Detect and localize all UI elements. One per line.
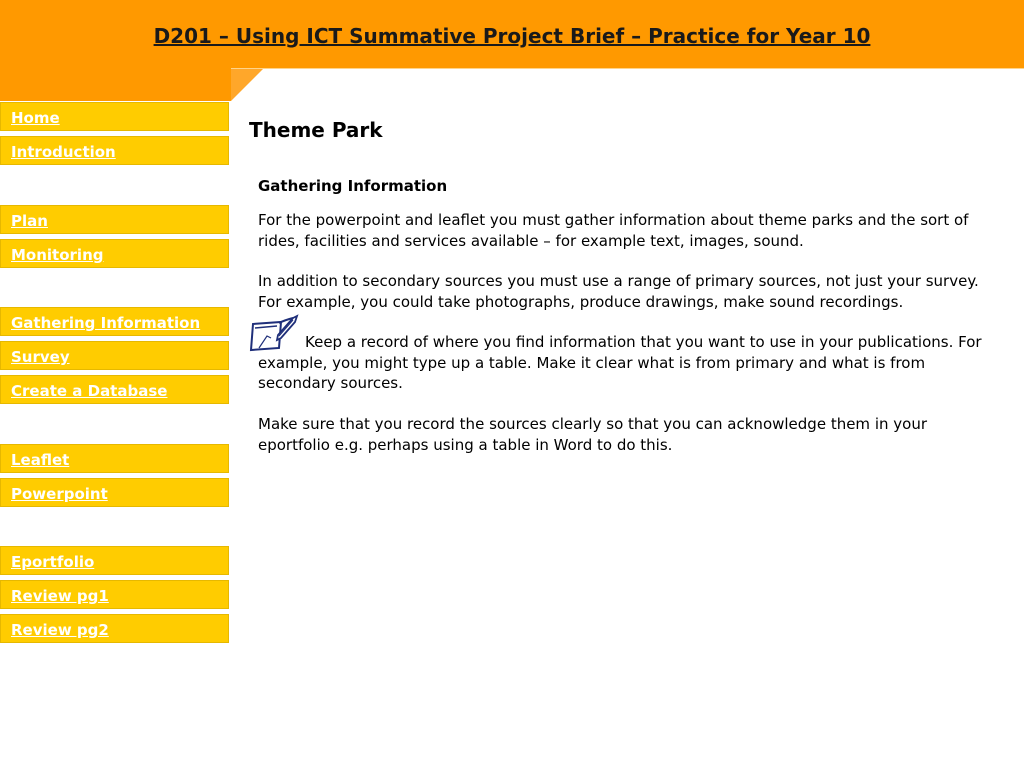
nav-item-introduction[interactable] [0,136,229,165]
tab-strip [0,68,1024,101]
nav-link-home[interactable]: Home [11,109,60,127]
nav-link-survey[interactable]: Survey [11,348,70,366]
tab-divider [231,68,1024,69]
nav-link-leaflet[interactable]: Leaflet [11,451,70,469]
nav-link-monitoring[interactable]: Monitoring [11,246,104,264]
nav-item-monitoring[interactable] [0,239,229,268]
paragraph-gather-info: For the powerpoint and leaflet you must gather information about theme parks and the sort of rides, facilities and services available – for example text, images, sound. [258,211,969,250]
nav-item-home[interactable] [0,102,229,131]
nav-item-gathering-information[interactable] [0,307,229,336]
nav-link-review-pg2[interactable]: Review pg2 [11,621,109,639]
nav-item-plan[interactable] [0,205,229,234]
nav-link-gathering-information[interactable]: Gathering Information [11,314,201,332]
nav-link-eportfolio[interactable]: Eportfolio [11,553,95,571]
section-title: Gathering Information [258,177,448,195]
nav-link-introduction[interactable]: Introduction [11,143,116,161]
nav-item-eportfolio[interactable] [0,546,229,575]
paragraph-keep-record: Keep a record of where you find information that you want to use in your publications. For example, you might type up a table. Make it clear what is from primary and what is from secondary sources. [258,333,982,392]
nav-link-plan[interactable]: Plan [11,212,48,230]
nav-item-survey[interactable] [0,341,229,370]
nav-item-review-pg1[interactable] [0,580,229,609]
nav-item-create-a-database[interactable] [0,375,229,404]
nav-link-review-pg1[interactable]: Review pg1 [11,587,109,605]
paragraph-record-sources: Make sure that you record the sources clearly so that you can acknowledge them in your eportfolio e.g. perhaps using a table in Word to do this. [258,415,927,454]
paragraph-primary-sources: In addition to secondary sources you must use a range of primary sources, not just your survey. For example, you could take photographs, produce drawings, make sound recordings. [258,272,979,311]
nav-link-create-a-database[interactable]: Create a Database [11,382,168,400]
tab-bar [0,68,231,101]
header-title: D201 – Using ICT Summative Project Brief – Practice for Year 10 [153,24,871,48]
nav-link-powerpoint[interactable]: Powerpoint [11,485,108,503]
tab-wedge-decoration [231,68,264,101]
nav-item-review-pg2[interactable] [0,614,229,643]
header-banner [0,0,1024,68]
nav-item-leaflet[interactable] [0,444,229,473]
page-title: Theme Park [249,118,383,142]
nav-item-powerpoint[interactable] [0,478,229,507]
